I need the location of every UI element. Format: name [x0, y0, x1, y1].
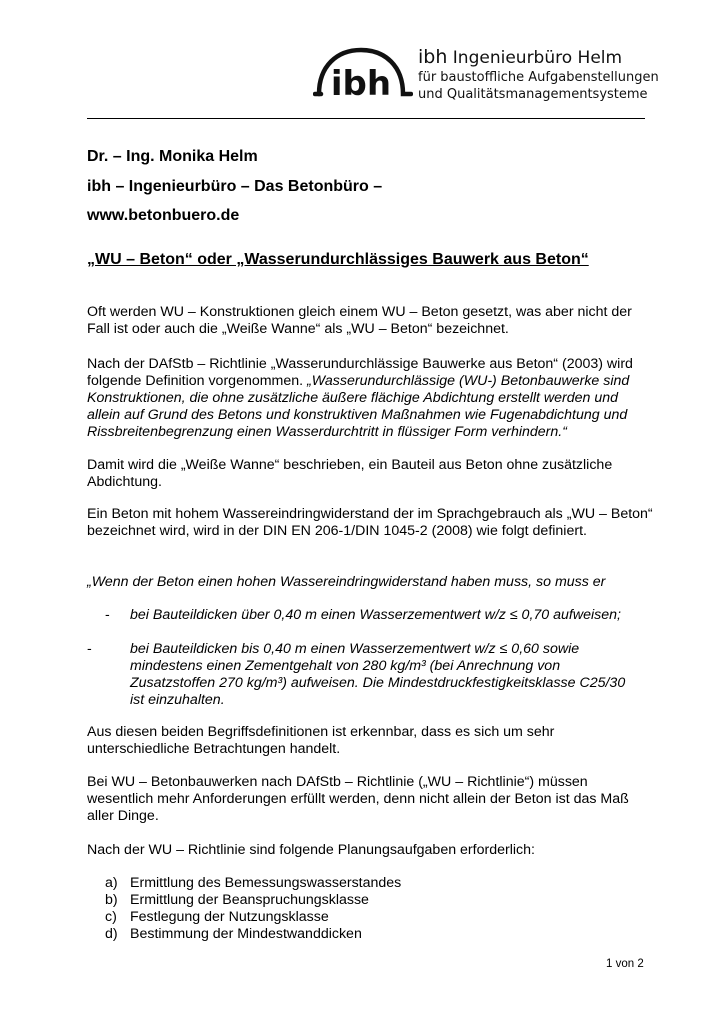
paragraph-2-lead: Nach der DAfStb – Richtlinie „Wasserundurchlässige Bauwerke aus Beton“ (2003) wird folgende Definition vorgenommen.: [87, 356, 633, 389]
author-name: Dr. – Ing. Monika Helm: [87, 148, 258, 165]
paragraph-5: „Wenn der Beton einen hohen Wassereindringwiderstand haben muss, so muss er: [87, 574, 606, 590]
paragraph-2-quote: „Wasserundurchlässige (WU-) Betonbauwerke sind Konstruktionen, die ohne zusätzliche äußere flächige Abdichtung erstellt werden und allein auf Grund des Betons und konstruktiven Maßnahmen wie Fugenabdichtung und Rissbreitenbegrenzung einen Wasserdurchtritt in flüssiger Form verhindern.“: [87, 373, 630, 440]
company-abbr: ibh: [418, 46, 448, 68]
company-tagline-2: und Qualitätsmanagementsysteme: [418, 87, 648, 102]
ibh-logo: [313, 44, 413, 106]
company-name-text: Ingenieurbüro Helm: [452, 48, 623, 68]
website-link[interactable]: www.betonbuero.de: [87, 207, 240, 224]
paragraph-2: [87, 356, 653, 441]
list-text: Ermittlung des Bemessungswasserstandes: [130, 875, 402, 891]
bullet-dash: -: [105, 607, 110, 623]
paragraph-3: Damit wird die „Weiße Wanne“ beschrieben, ein Bauteil aus Beton ohne zusätzliche Abdichtung.: [87, 457, 613, 490]
paragraph-6: Aus diesen beiden Begriffsdefinitionen ist erkennbar, dass es sich um sehr unterschiedliche Betrachtungen handelt.: [87, 724, 555, 757]
list-marker: c): [105, 909, 117, 925]
bullet-dash: -: [87, 641, 92, 657]
company-name: [418, 46, 659, 69]
list-marker: b): [105, 892, 118, 908]
company-brand: [418, 46, 659, 103]
paragraph-1: Oft werden WU – Konstruktionen gleich einem WU – Beton gesetzt, was aber nicht der Fall ist oder auch die „Weiße Wanne“ als „WU – Beton“ bezeichnet.: [87, 304, 632, 337]
paragraph-8: Nach der WU – Richtlinie sind folgende Planungsaufgaben erforderlich:: [87, 842, 535, 858]
ibh-logo-mark: [313, 44, 413, 106]
office-name: ibh – Ingenieurbüro – Das Betonbüro –: [87, 178, 383, 195]
bullet-text: bei Bauteildicken bis 0,40 m einen Wasserzementwert w/z ≤ 0,60 sowie mindestens einen Zementgehalt von 280 kg/m³ (bei Anrechnung von Zusatzstoffen 270 kg/m³) aufweisen. Die Mindestdruckfestigkeitsklasse C25/30 ist einzuhalten.: [130, 641, 626, 708]
svg-text:ibh: ibh: [330, 64, 392, 104]
company-tagline-1: für baustoffliche Aufgabenstellungen: [418, 70, 659, 85]
bullet-text: bei Bauteildicken über 0,40 m einen Wasserzementwert w/z ≤ 0,70 aufweisen;: [130, 607, 621, 623]
paragraph-4: Ein Beton mit hohem Wassereindringwiderstand der im Sprachgebrauch als „WU – Beton“ bezeichnet wird, wird in der DIN EN 206-1/DIN 1045-2 (2008) wie folgt definiert.: [87, 506, 653, 539]
list-text: Festlegung der Nutzungsklasse: [130, 909, 329, 925]
list-text: Bestimmung der Mindestwanddicken: [130, 926, 362, 942]
document-title: „WU – Beton“ oder „Wasserundurchlässiges Bauwerk aus Beton“: [87, 251, 589, 268]
paragraph-7: Bei WU – Betonbauwerken nach DAfStb – Richtlinie („WU – Richtlinie“) müssen wesentlich mehr Anforderungen erfüllt werden, denn nicht allein der Beton ist das Maß aller Dinge.: [87, 774, 629, 824]
list-text: Ermittlung der Beanspruchungsklasse: [130, 892, 369, 908]
page-number: 1 von 2: [606, 958, 644, 970]
header-divider: [87, 118, 645, 119]
list-marker: a): [105, 875, 118, 891]
list-marker: d): [105, 926, 118, 942]
